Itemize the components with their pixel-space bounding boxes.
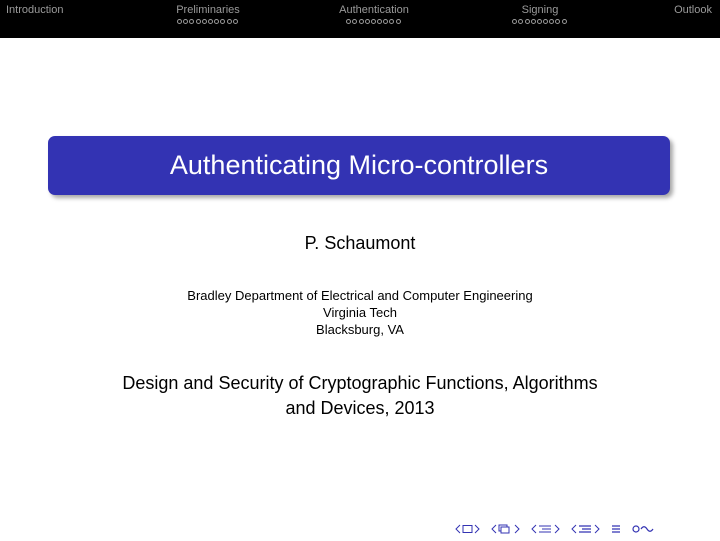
nav-section-dots	[334, 19, 414, 27]
nav-section-label: Preliminaries	[176, 4, 240, 16]
nav-section-signing[interactable]	[500, 4, 580, 27]
nav-frame-dot[interactable]	[233, 19, 238, 24]
nav-frame-dot[interactable]	[518, 19, 523, 24]
nav-frame-dot[interactable]	[196, 19, 201, 24]
nav-frame-dot[interactable]	[543, 19, 548, 24]
nav-frame-dot[interactable]	[227, 19, 232, 24]
nav-frame-dot[interactable]	[389, 19, 394, 24]
nav-section-outlook[interactable]	[650, 4, 712, 27]
navigation-bar	[0, 0, 720, 38]
author: P. Schaumont	[304, 233, 416, 253]
nav-section-dots	[6, 19, 76, 27]
conference-line-2: and Devices, 2013	[285, 398, 435, 418]
nav-frame-dot[interactable]	[183, 19, 188, 24]
nav-section-label: Introduction	[6, 4, 64, 16]
nav-frame-dot[interactable]	[383, 19, 388, 24]
slide-title: Authenticating Micro-controllers	[169, 150, 549, 180]
nav-frame-dot[interactable]	[537, 19, 542, 24]
institute-university: Virginia Tech	[323, 305, 397, 320]
search-icon[interactable]	[631, 524, 657, 534]
institute-department: Bradley Department of Electrical and Computer Engineering	[187, 288, 533, 303]
nav-section-introduction[interactable]	[6, 4, 76, 27]
nav-frame-dot[interactable]	[189, 19, 194, 24]
nav-frame-dot[interactable]	[525, 19, 530, 24]
nav-frame-dot[interactable]	[177, 19, 182, 24]
nav-frame-dot[interactable]	[549, 19, 554, 24]
nav-section-label: Authentication	[339, 4, 409, 16]
nav-section-dots	[500, 19, 580, 27]
nav-section-preliminaries[interactable]	[168, 4, 248, 27]
nav-section-label: Outlook	[674, 4, 712, 16]
nav-frame-dot[interactable]	[512, 19, 517, 24]
nav-frame-dot[interactable]	[214, 19, 219, 24]
nav-frame-dot[interactable]	[352, 19, 357, 24]
nav-frame-dot[interactable]	[371, 19, 376, 24]
nav-frame-dot[interactable]	[531, 19, 536, 24]
nav-frame-dot[interactable]	[359, 19, 364, 24]
doc-nav-icon[interactable]	[611, 524, 621, 534]
beamer-navigation-symbols	[455, 523, 659, 535]
conference-line-1: Design and Security of Cryptographic Functions, Algorithms	[122, 373, 598, 393]
nav-frame-dot[interactable]	[562, 19, 567, 24]
nav-frame-dot[interactable]	[396, 19, 401, 24]
nav-frame-dot[interactable]	[365, 19, 370, 24]
nav-section-label: Signing	[521, 4, 559, 16]
nav-section-dots	[650, 19, 712, 27]
frame-nav-icon[interactable]	[491, 524, 521, 534]
title-box	[48, 136, 670, 195]
subsection-nav-icon[interactable]	[531, 524, 561, 534]
section-nav-icon[interactable]	[571, 524, 601, 534]
institute-location: Blacksburg, VA	[316, 322, 404, 337]
nav-frame-dot[interactable]	[208, 19, 213, 24]
nav-section-authentication[interactable]	[334, 4, 414, 27]
slide-nav-icon[interactable]	[455, 524, 481, 534]
nav-frame-dot[interactable]	[346, 19, 351, 24]
nav-frame-dot[interactable]	[220, 19, 225, 24]
nav-section-dots	[168, 19, 248, 27]
nav-frame-dot[interactable]	[377, 19, 382, 24]
nav-frame-dot[interactable]	[202, 19, 207, 24]
nav-frame-dot[interactable]	[555, 19, 560, 24]
